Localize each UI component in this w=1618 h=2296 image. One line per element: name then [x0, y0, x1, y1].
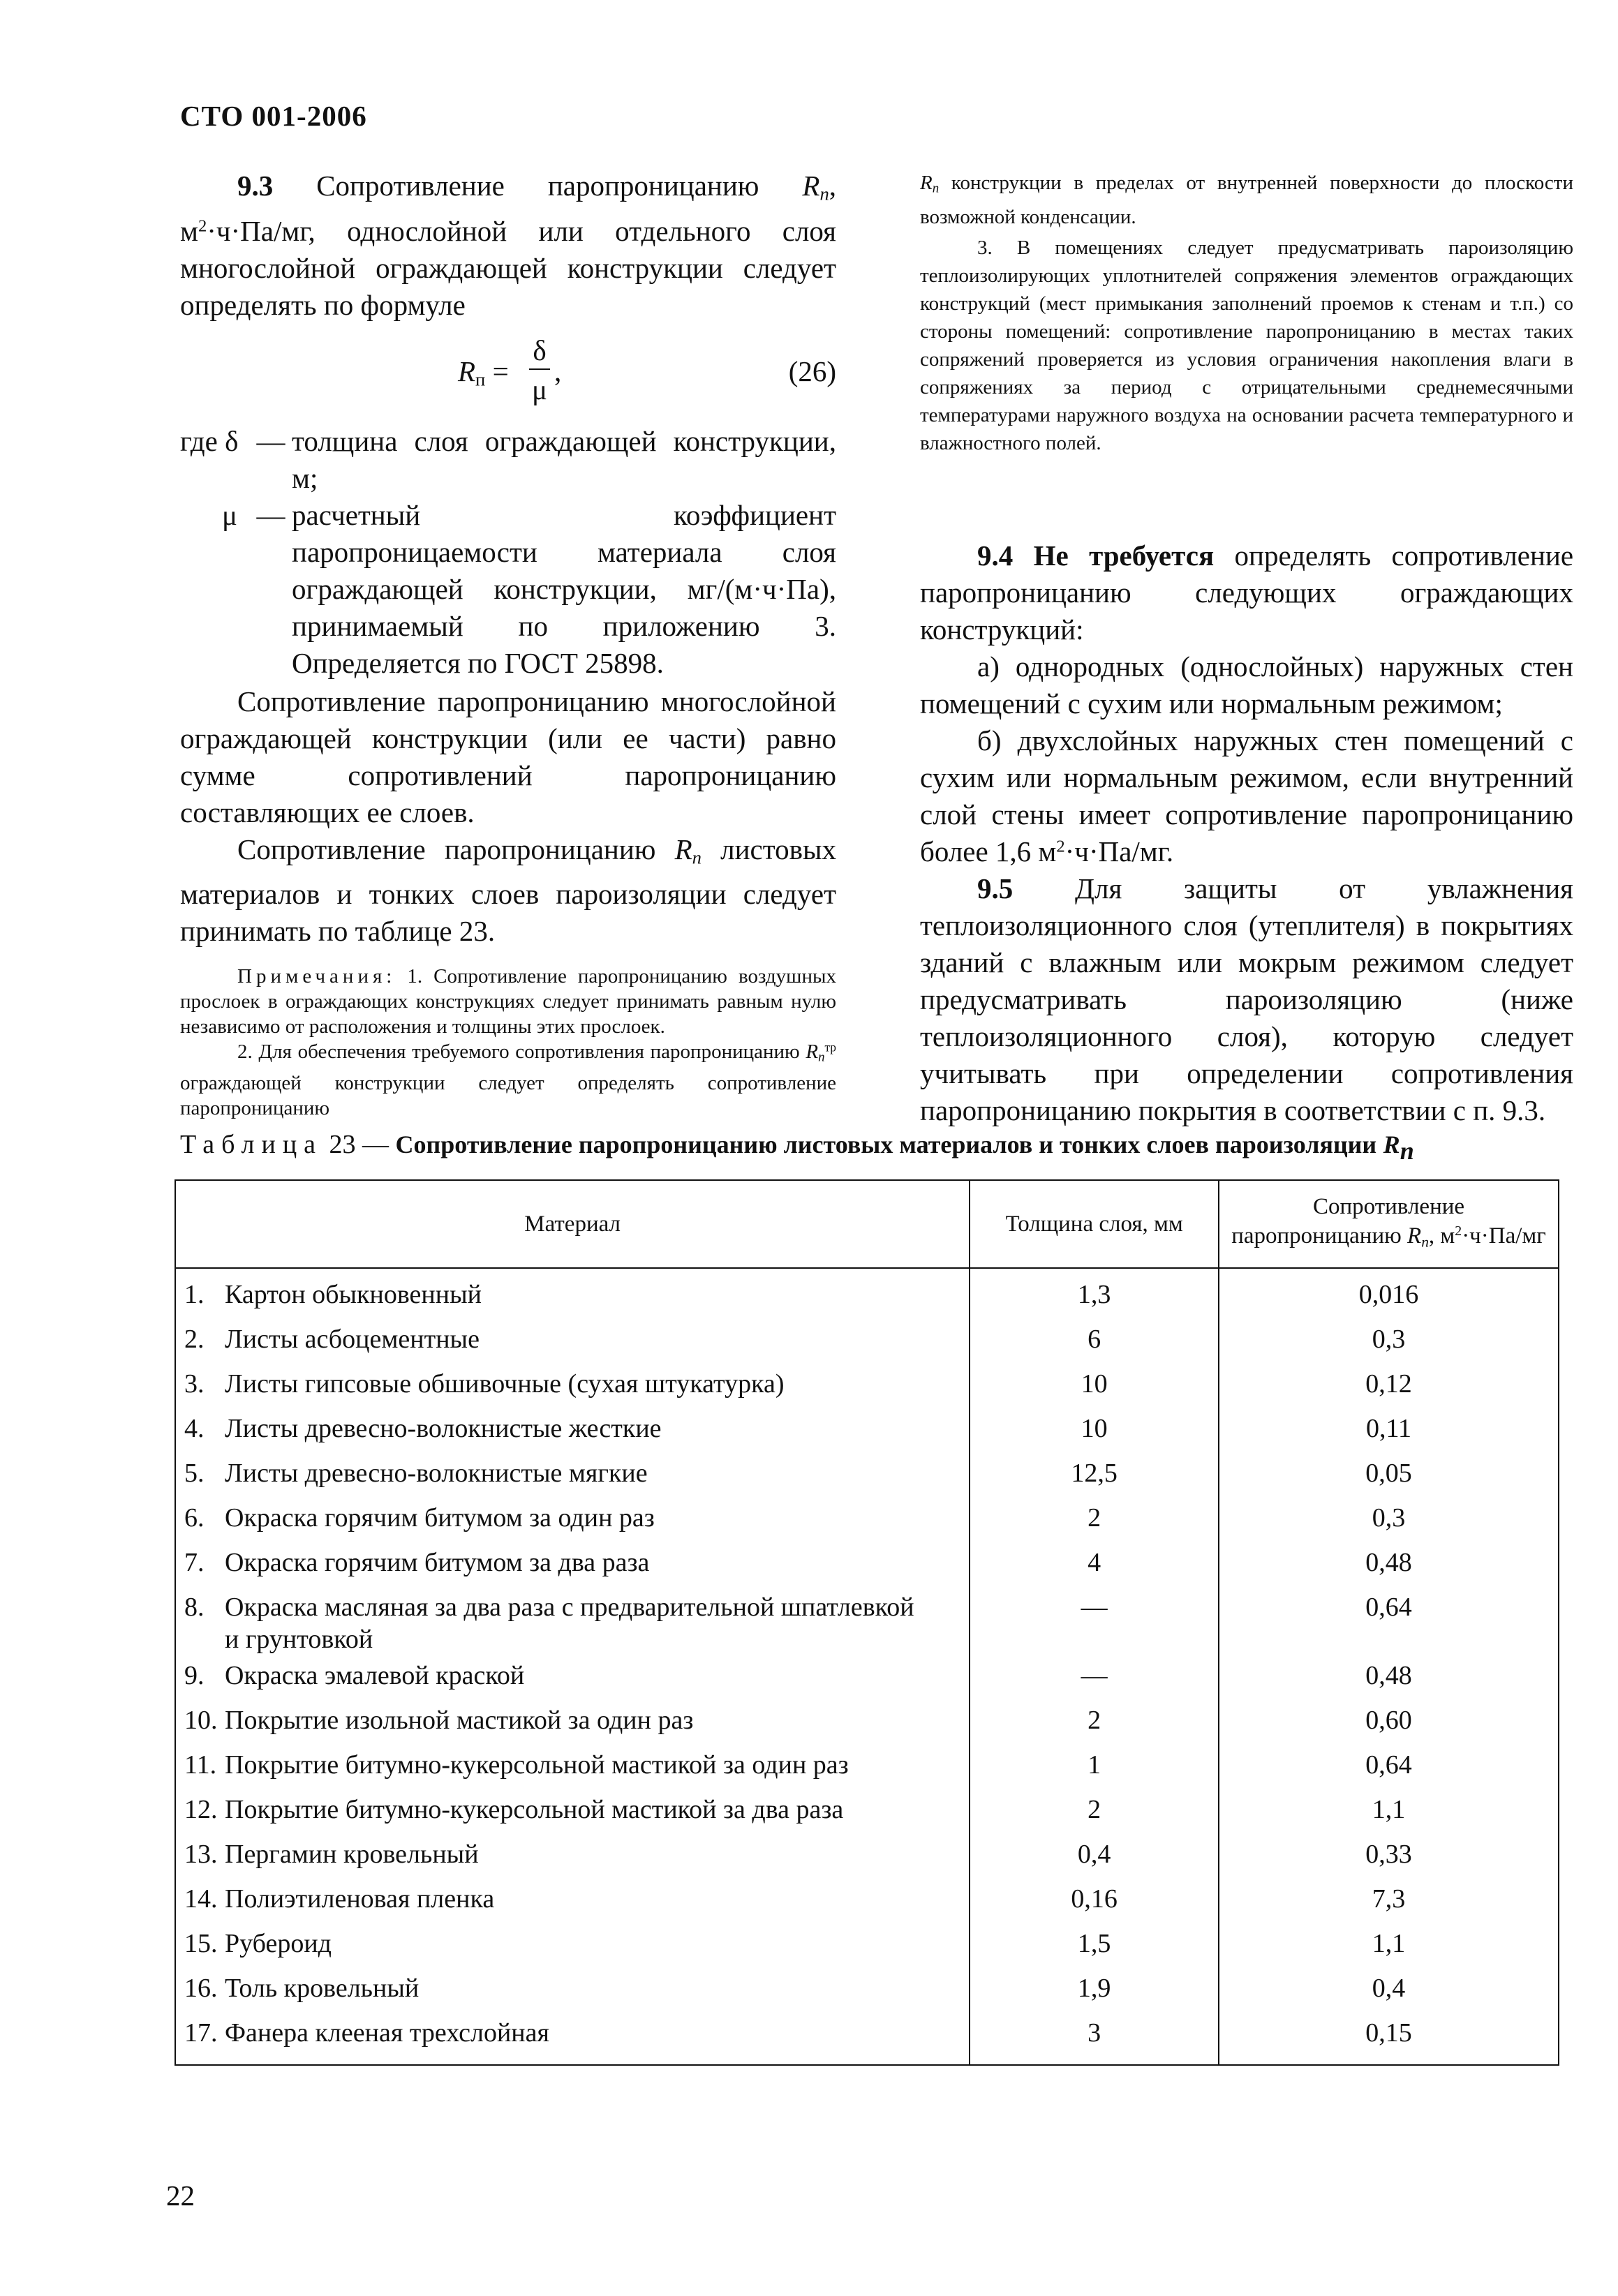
cell-material [175, 1700, 970, 1745]
table-row [175, 1319, 1559, 1364]
row-number: 11. [184, 1750, 217, 1780]
table-row [175, 1879, 1559, 1923]
cell-resistance: 0,05 [1219, 1453, 1559, 1498]
material-name: Окраска масляная за два раза с предварительной шпатлевкой и грунтовкой [225, 1593, 914, 1654]
formula-number: (26) [788, 355, 836, 387]
cell-thickness: 1 [970, 1745, 1219, 1789]
cell-material [175, 1453, 970, 1498]
row-number: 13. [184, 1840, 218, 1869]
material-name: Полиэтиленовая пленка [225, 1884, 495, 1914]
table-row [175, 2013, 1559, 2065]
material-name: Окраска эмалевой краской [225, 1661, 525, 1690]
row-number: 5. [184, 1459, 205, 1488]
table-header-row [175, 1180, 1559, 1268]
material-name: Толь кровельный [225, 1974, 420, 2003]
cell-thickness: 12,5 [970, 1453, 1219, 1498]
row-number: 17. [184, 2018, 218, 2048]
row-number: 7. [184, 1548, 205, 1577]
row-number: 2. [184, 1325, 205, 1354]
table-row [175, 1542, 1559, 1587]
cell-resistance: 0,48 [1219, 1655, 1559, 1700]
table-row [175, 1655, 1559, 1700]
cell-resistance: 0,3 [1219, 1498, 1559, 1542]
table-row [175, 1453, 1559, 1498]
formula-26: $R_п$ = $\frac{\delta}{\mu}$ , (26) [180, 327, 836, 419]
cell-thickness: — [970, 1587, 1219, 1655]
table-row [175, 1587, 1559, 1655]
cell-resistance: 0,016 [1219, 1268, 1559, 1319]
row-number: 12. [184, 1795, 218, 1824]
cell-thickness: 1,5 [970, 1923, 1219, 1968]
material-name: Пергамин кровельный [225, 1840, 479, 1869]
cell-resistance: 0,11 [1219, 1408, 1559, 1453]
material-name: Окраска горячим битумом за один раз [225, 1503, 655, 1533]
row-number: 14. [184, 1884, 218, 1914]
cell-material [175, 1408, 970, 1453]
cell-resistance: 0,64 [1219, 1587, 1559, 1655]
cell-material [175, 1655, 970, 1700]
table-row [175, 1789, 1559, 1834]
table-row [175, 1745, 1559, 1789]
section-9-4: 9.4 Не требуется определять сопротивление паропроницанию следующих ограждающих конструкций: [920, 539, 1574, 646]
cell-thickness: 2 [970, 1789, 1219, 1834]
cell-resistance: 0,33 [1219, 1834, 1559, 1879]
notes-continued [920, 169, 1573, 457]
cell-thickness: 2 [970, 1700, 1219, 1745]
cell-resistance: 0,4 [1219, 1968, 1559, 2013]
formula-definitions: где δ — толщина слоя ограждающей конструкции, м; μ — расчетный коэффициент паропроницаемости материала слоя ограждающей конструкции, мг/(м·ч·Па), принимаемый по приложению 3. Определяется по ГОСТ 25898. [180, 424, 836, 679]
row-number: 16. [184, 1974, 218, 2003]
section-9-3-para3: Сопротивление паропроницанию $R_п$ листовых материалов и тонких слоев пароизоляции следует принимать по таблице 23. [180, 833, 837, 948]
table-caption: Таблица 23 — Сопротивление паропроницанию листовых материалов и тонких слоев пароизоляции $R_п$ [180, 1130, 1414, 1165]
notes [180, 964, 836, 1121]
col-header-resistance: Сопротивление паропроницанию $R_п$, $м^2\cdot ч\cdot Па/мг$ [1219, 1180, 1559, 1268]
row-number: 9. [184, 1661, 205, 1690]
table-row [175, 1923, 1559, 1968]
cell-resistance: 1,1 [1219, 1789, 1559, 1834]
cell-material [175, 1268, 970, 1319]
table-row [175, 1834, 1559, 1879]
row-number: 3. [184, 1369, 205, 1399]
cell-thickness: 0,16 [970, 1879, 1219, 1923]
note-3: 3. В помещениях следует предусматривать пароизоляцию теплоизолирующих уплотнителей сопряжения элементов ограждающих конструкций (мест примыкания заполнений проемов к стенам и т.п.) со стороны помещений: сопротивление паропроницанию в местах таких сопряжений проверяется из условия ограничения накопления влаги в сопряжениях за период с отрицательными среднемесячными температурами наружного воздуха на основании расчета температурного и влажностного полей. [920, 236, 1573, 454]
material-name: Окраска горячим битумом за два раза [225, 1548, 650, 1577]
cell-thickness: 6 [970, 1319, 1219, 1364]
cell-material [175, 1745, 970, 1789]
table-row [175, 1408, 1559, 1453]
cell-resistance: 0,48 [1219, 1542, 1559, 1587]
cell-resistance: 7,3 [1219, 1879, 1559, 1923]
material-name: Листы древесно-волокнистые мягкие [225, 1459, 648, 1488]
cell-material [175, 1834, 970, 1879]
cell-thickness: 10 [970, 1364, 1219, 1408]
cell-material [175, 1498, 970, 1542]
cell-material [175, 1319, 970, 1364]
col-header-material: Материал [175, 1180, 970, 1268]
cell-material [175, 1968, 970, 2013]
material-name: Рубероид [225, 1929, 332, 1958]
material-name: Листы гипсовые обшивочные (сухая штукатурка) [225, 1369, 785, 1399]
page-number: 22 [166, 2179, 195, 2212]
row-number: 10. [184, 1706, 218, 1735]
left-column [180, 167, 836, 1121]
cell-material [175, 1789, 970, 1834]
note-2-end: $R_п$ конструкции в пределах от внутренней поверхности до плоскости возможной конденсации. [920, 172, 1573, 228]
col-header-thickness: Толщина слоя, мм [970, 1180, 1219, 1268]
cell-resistance: 0,3 [1219, 1319, 1559, 1364]
cell-material [175, 1923, 970, 1968]
document-code: СТО 001-2006 [180, 100, 367, 132]
formula-fraction: $\frac{\delta}{\mu}$ [529, 332, 550, 409]
cell-resistance: 0,60 [1219, 1700, 1559, 1745]
material-name: Картон обыкновенный [225, 1280, 482, 1309]
material-name: Покрытие изольной мастикой за один раз [225, 1706, 694, 1735]
cell-material [175, 1879, 970, 1923]
row-number: 6. [184, 1503, 205, 1533]
cell-resistance: 1,1 [1219, 1923, 1559, 1968]
cell-thickness: 3 [970, 2013, 1219, 2065]
table-row [175, 1268, 1559, 1319]
cell-thickness: 2 [970, 1498, 1219, 1542]
material-name: Покрытие битумно-кукерсольной мастикой за один раз [225, 1750, 849, 1780]
right-column [920, 537, 1573, 1129]
note-2-start: 2. Для обеспечения требуемого сопротивления паропроницанию $R_п^{тр}$ ограждающей конструкции следует определять сопротивление паропроницанию [180, 1040, 836, 1120]
cell-thickness: 0,4 [970, 1834, 1219, 1879]
cell-thickness: 1,9 [970, 1968, 1219, 2013]
table-row [175, 1498, 1559, 1542]
section-9-4-item-a: а) однородных (однослойных) наружных стен помещений с сухим или нормальным режимом; [920, 650, 1573, 720]
table-row [175, 1700, 1559, 1745]
material-name: Листы древесно-волокнистые жесткие [225, 1414, 662, 1443]
cell-resistance: 0,15 [1219, 2013, 1559, 2065]
material-name: Листы асбоцементные [225, 1325, 480, 1354]
section-9-5: 9.5 Для защиты от увлажнения теплоизоляционного слоя (утеплителя) в покрытиях зданий с влажным или мокрым режимом следует предусматривать пароизоляцию (ниже теплоизоляционного слоя), которую следует учитывать при определении сопротивления паропроницанию покрытия в соответствии с п. 9.3. [920, 872, 1574, 1126]
table-body [175, 1268, 1559, 2065]
cell-material [175, 1542, 970, 1587]
section-9-3-para2: Сопротивление паропроницанию многослойной ограждающей конструкции (или ее части) равно сумме сопротивлений паропроницанию составляющих ее слоев. [180, 685, 836, 828]
cell-thickness: — [970, 1655, 1219, 1700]
material-name: Покрытие битумно-кукерсольной мастикой за два раза [225, 1795, 844, 1824]
row-number: 4. [184, 1414, 205, 1443]
note-1: Примечания: 1. Сопротивление паропроницанию воздушных прослоек в ограждающих конструкциях следует принимать равным нулю независимо от расположения и толщины этих прослоек. [180, 965, 836, 1038]
cell-resistance: 0,64 [1219, 1745, 1559, 1789]
table-23 [175, 1179, 1559, 2066]
cell-material [175, 1364, 970, 1408]
row-number: 15. [184, 1929, 218, 1958]
material-name: Фанера клееная трехслойная [225, 2018, 549, 2048]
row-number: 8. [184, 1593, 205, 1622]
row-number: 1. [184, 1280, 205, 1309]
cell-resistance: 0,12 [1219, 1364, 1559, 1408]
cell-thickness: 1,3 [970, 1268, 1219, 1319]
table-row [175, 1364, 1559, 1408]
cell-thickness: 4 [970, 1542, 1219, 1587]
cell-thickness: 10 [970, 1408, 1219, 1453]
table-row [175, 1968, 1559, 2013]
cell-material [175, 2013, 970, 2065]
section-9-3-intro: 9.3 Сопротивление паропроницанию $R_п$, $м^2\cdot ч\cdot Па/мг$, однослойной или отдельного слоя многослойной ограждающей конструкции следует определять по формуле [180, 170, 837, 321]
cell-material [175, 1587, 970, 1655]
section-9-4-item-b: б) двухслойных наружных стен помещений с сухим или нормальным режимом, если внутренний слой стены имеет сопротивление паропроницанию более 1,6 $м^2\cdot ч\cdot Па/мг$. [920, 724, 1573, 867]
